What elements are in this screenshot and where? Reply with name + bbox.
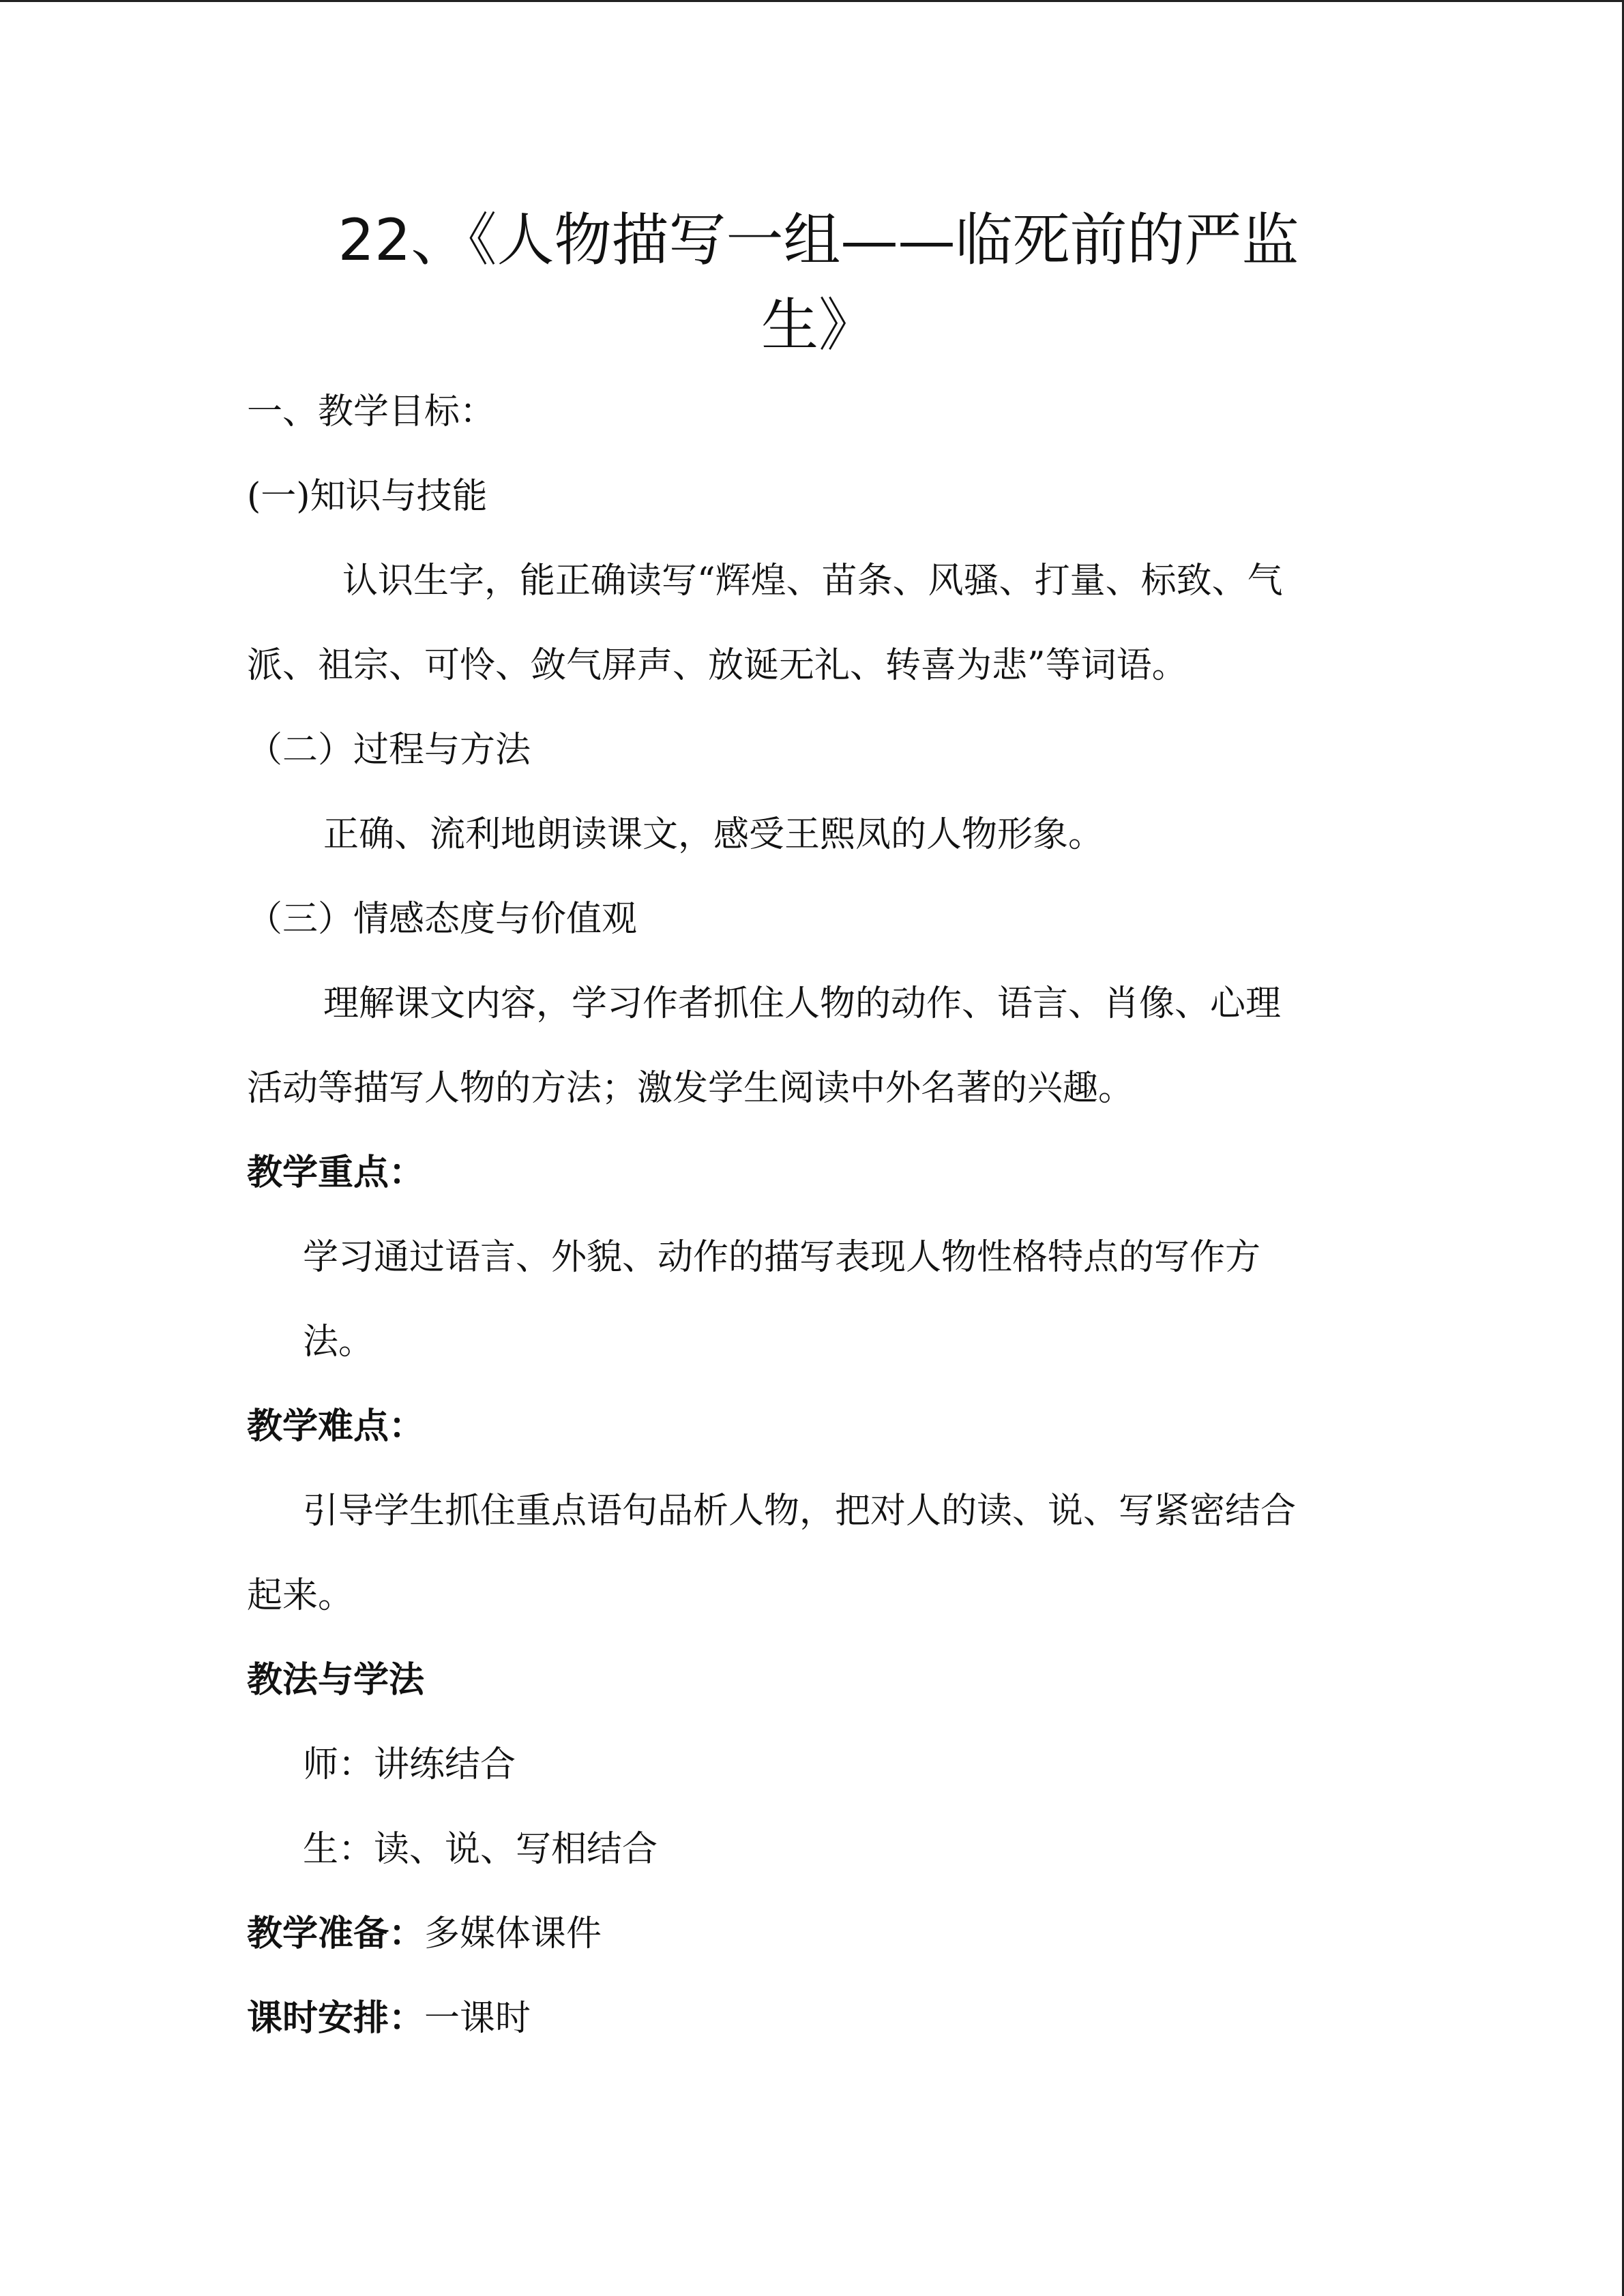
schedule-value: 一课时 (424, 1998, 531, 2039)
difficulty-text-line2: 起来。 (247, 1575, 354, 1616)
difficulty-label: 教学难点： (247, 1405, 425, 1447)
schedule-row (247, 1997, 531, 2039)
document-title-line2: 生》 (761, 292, 876, 359)
difficulty-text-line1: 引导学生抓住重点语句品析人物，把对人的读、说、写紧密结合 (303, 1491, 1297, 1532)
knowledge-skills-text-line2: 派、祖宗、可怜、敛气屏声、放诞无礼、转喜为悲”等词语。 (247, 645, 1187, 686)
preparation-label: 教学准备： (247, 1913, 425, 1954)
preparation-row (247, 1913, 602, 1954)
methods-label: 教法与学法 (247, 1659, 425, 1701)
methods-student: 生：读、说、写相结合 (303, 1829, 658, 1870)
subsection-emotion-values-heading: （三）情感态度与价值观 (247, 899, 638, 940)
title-number: 22、 (338, 207, 469, 273)
subsection-process-methods-heading: （二）过程与方法 (247, 730, 531, 771)
title-text-line1: 《人物描写一组——临死前的严监 (468, 207, 1299, 273)
section-teaching-objectives-heading: 一、教学目标： (247, 391, 496, 432)
emotion-values-text-line1: 理解课文内容，学习作者抓住人物的动作、语言、肖像、心理 (323, 983, 1282, 1024)
schedule-label: 课时安排： (247, 1997, 425, 2039)
document-title-line1 (246, 207, 1391, 273)
key-point-label: 教学重点： (247, 1152, 425, 1193)
emotion-values-text-line2: 活动等描写人物的方法；激发学生阅读中外名著的兴趣。 (247, 1068, 1134, 1109)
preparation-value: 多媒体课件 (424, 1913, 602, 1954)
methods-teacher: 师：讲练结合 (303, 1744, 516, 1785)
key-point-text-line1: 学习通过语言、外貌、动作的描写表现人物性格特点的写作方 (303, 1237, 1261, 1278)
process-methods-text: 正确、流利地朗读课文，感受王熙凤的人物形象。 (323, 814, 1104, 855)
key-point-text-line2: 法。 (303, 1322, 374, 1362)
subsection-knowledge-skills-heading: (一)知识与技能 (247, 476, 488, 517)
knowledge-skills-text-line1: 认识生字，能正确读写“辉煌、苗条、风骚、打量、标致、气 (342, 561, 1283, 601)
